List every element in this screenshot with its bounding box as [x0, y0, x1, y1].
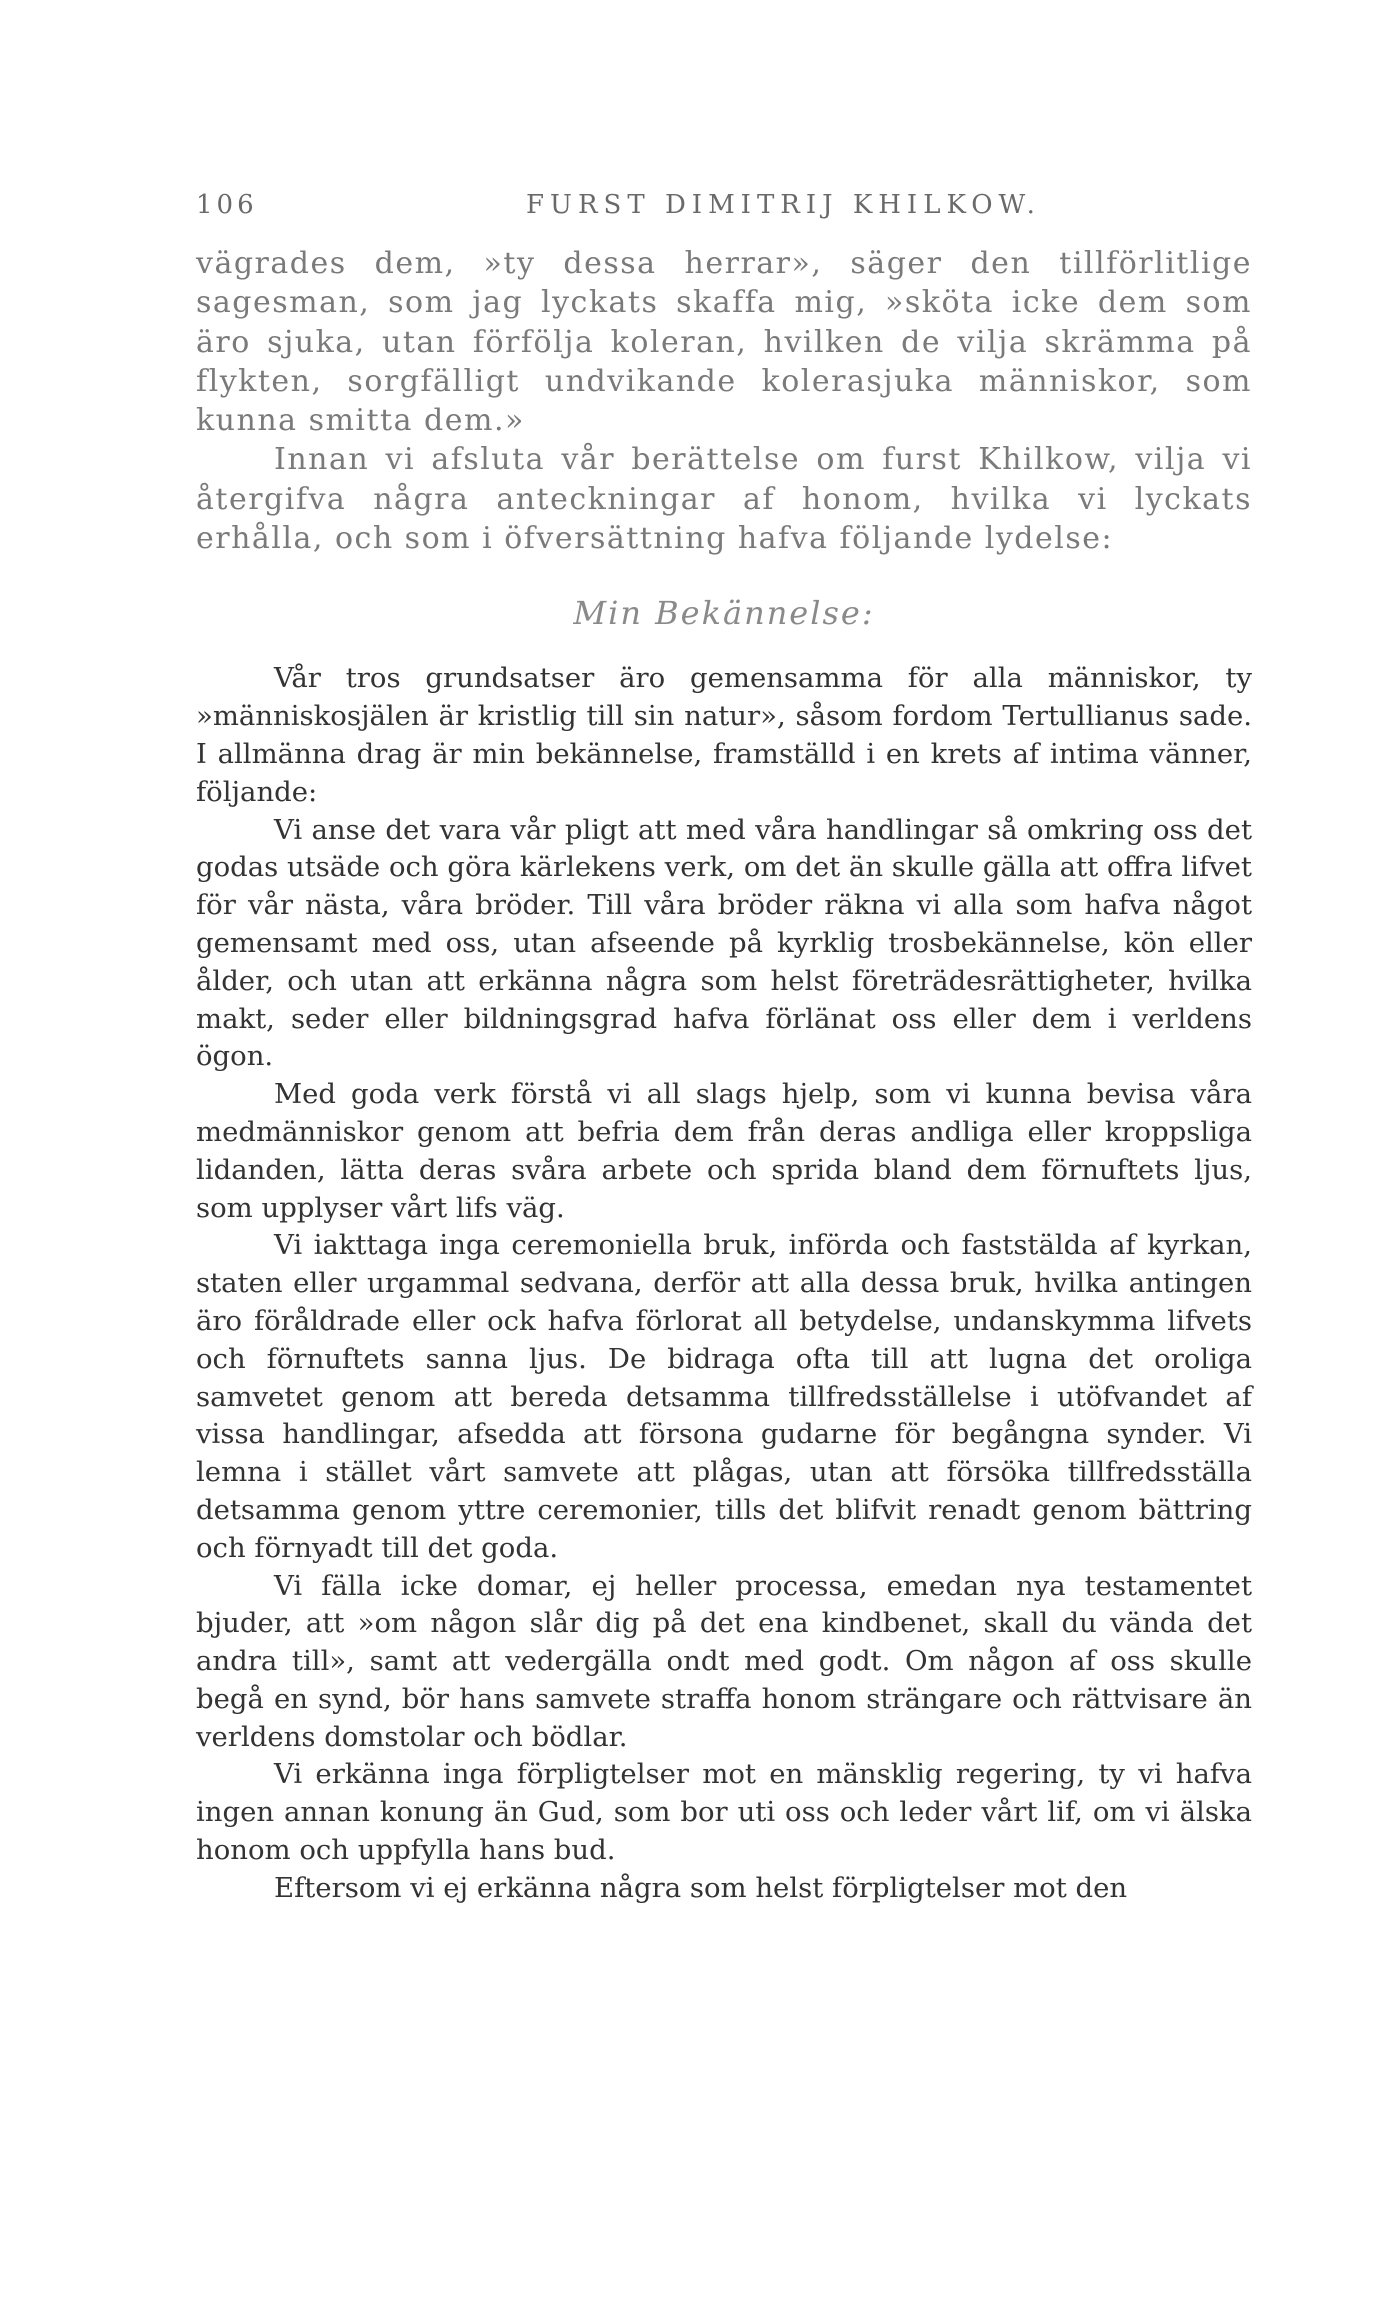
paragraph: Eftersom vi ej erkänna några som helst förpligtelser mot den — [274, 1871, 1128, 1904]
paragraph: Vi anse det vara vår pligt att med våra handlingar så omkring oss det godas utsäde och göra kärlekens verk, om det än skulle gälla att offra lifvet för vår nästa, våra bröder. Till våra bröder räkna vi alla som hafva något gemensamt med oss, utan afseende på kyrklig trosbekännelse, kön eller ålder, och utan att erkänna några som helst företrädesrättigheter, hvilka makt, seder eller bildningsgrad hafva förlänat oss eller dem i verldens ögon. — [196, 813, 1252, 1073]
running-head: FURST DIMITRIJ KHILKOW. — [526, 190, 1041, 220]
page-number: 106 — [196, 190, 258, 220]
intro-paragraph: Innan vi afsluta vår berättelse om furst Khilkow, vilja vi återgifva några anteckningar af honom, hvilka vi lyckats erhålla, och som i öfversättning hafva följande lydelse: — [196, 442, 1252, 557]
paragraph: Vi iakttaga inga ceremoniella bruk, införda och faststälda af kyrkan, staten eller urgammal sedvana, derför att alla dessa bruk, hvilka antingen äro föråldrade eller ock hafva förlorat all betydelse, undanskymma lifvets och förnuftets sanna ljus. De bidraga ofta till att lugna det oroliga samvetet genom att bereda detsamma tillfredsställelse i utöfvandet af vissa handlingar, afsedda att försona gudarne för begångna synder. Vi lemna i stället vårt samvete att plågas, utan att försöka tillfredsställa detsamma genom yttre ceremonier, tills det blifvit renadt genom bättring och förnyadt till det goda. — [196, 1229, 1252, 1564]
book-page — [196, 190, 1252, 1908]
paragraph: Vi fälla icke domar, ej heller processa, emedan nya testamentet bjuder, att »om någon slår dig på det ena kindbenet, skall du vända det andra till», samt att vedergälla ondt med godt. Om någon af oss skulle begå en synd, bör hans samvete straffa honom strängare och rättvisare än verldens domstolar och bödlar. — [196, 1569, 1252, 1753]
page-header — [196, 190, 1252, 226]
section-title: Min Bekännelse: — [573, 594, 875, 633]
intro-text — [196, 244, 1252, 558]
paragraph: Vi erkänna inga förpligtelser mot en mänsklig regering, ty vi hafva ingen annan konung än Gud, som bor uti oss och leder vårt lif, om vi älska honom och uppfylla hans bud. — [196, 1758, 1252, 1867]
paragraph: Vår tros grundsatser äro gemensamma för alla människor, ty »människosjälen är kristlig till sin natur», såsom fordom Tertullianus sade. I allmänna drag är min bekännelse, framställd i en krets af intima vänner, följande: — [196, 662, 1252, 808]
confession-text — [196, 660, 1252, 1907]
intro-continuation: vägrades dem, »ty dessa herrar», säger den tillförlitlige sagesman, som jag lyckats skaffa mig, »sköta icke dem som äro sjuka, utan förfölja koleran, hvilken de vilja skrämma på flykten, sorgfälligt undvikande kolerasjuka människor, som kunna smitta dem.» — [196, 246, 1252, 439]
paragraph: Med goda verk förstå vi all slags hjelp, som vi kunna bevisa våra medmänniskor genom att befria dem från deras andliga eller kroppsliga lidanden, lätta deras svåra arbete och sprida bland dem förnuftets ljus, som upplyser vårt lifs väg. — [196, 1078, 1252, 1224]
